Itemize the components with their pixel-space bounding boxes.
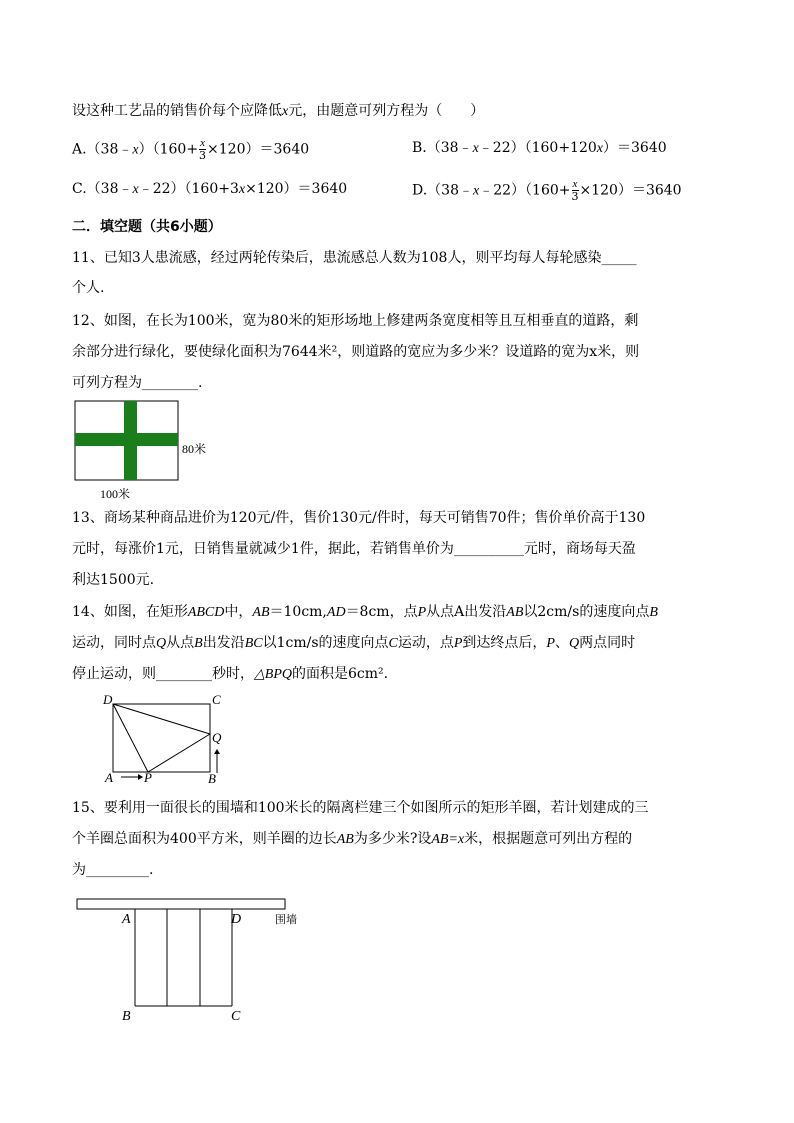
label-d: D — [103, 692, 113, 707]
section-title: 二．填空题（共6小题） — [72, 219, 222, 235]
width-label: 100米 — [100, 487, 131, 501]
q15-line1: 15、要利用一面很长的围墙和100米长的隔离栏建三个如图所示的矩形羊圈，若计划建成的三 — [72, 800, 649, 816]
q12-line2: 余部分进行绿化，要使绿化面积为7644米²，则道路的宽应为多少米？设道路的宽为x米，则 — [72, 344, 640, 360]
q12-field-figure — [70, 398, 220, 503]
q13-line3: 利达1500元. — [72, 572, 155, 588]
q15-line3: 为_________. — [72, 862, 154, 878]
label-p: P — [144, 770, 152, 785]
q11-line2: 个人. — [72, 280, 105, 296]
label-b: B — [208, 771, 216, 786]
q13-line2: 元时，每涨价1元，日销售量就减少1件，据此，若销售单价为__________元时，商场每天盈 — [72, 541, 636, 557]
height-label: 80米 — [182, 442, 207, 456]
q10-option-d: D.（38﹣x﹣22）（160+ $\frac{x}{3}$ ×120）＝3640 — [412, 178, 682, 203]
arrow-ap-head — [138, 774, 143, 780]
label-a: A — [122, 912, 131, 927]
rect-abcd — [113, 704, 210, 772]
wall-label: 围墙 — [275, 914, 297, 926]
q13-line1: 13、商场某种商品进价为120元/件，售价130元/件时，每天可销售70件；售价单价高于130 — [72, 510, 646, 526]
q14-line1: 14、如图，在矩形ABCD中，AB＝10cm,AD＝8cm，点P从点A出发沿AB以2cm/s的速度向点B — [72, 604, 658, 620]
label-c: C — [231, 1009, 241, 1024]
fraction-x-over-3: $\frac{x}{3}$ — [199, 137, 207, 162]
q14-rectangle-figure — [100, 690, 240, 790]
label-c: C — [212, 692, 221, 707]
q12-line3: 可列方程为________. — [72, 375, 203, 391]
q14-line3: 停止运动，则________秒时，△BPQ的面积是6cm². — [72, 666, 389, 682]
q15-pen-figure — [70, 893, 320, 1028]
q10-option-b: B.（38﹣x﹣22）（160+120x）＝3640 — [412, 140, 667, 156]
segment-dq — [113, 704, 210, 734]
fraction-x-over-3: $\frac{x}{3}$ — [571, 178, 579, 203]
label-q: Q — [212, 730, 222, 745]
vertical-road — [124, 401, 137, 480]
q11-line1: 11、已知3人患流感，经过两轮传染后，患流感总人数为108人，则平均每人每轮感染_____ — [72, 250, 637, 266]
label-d: D — [231, 912, 242, 927]
label-b: B — [122, 1009, 131, 1024]
q10-option-a: A.（38﹣x）（160+ $\frac{x}{3}$ ×120）＝3640 — [72, 137, 310, 162]
q12-line1: 12、如图，在长为100米，宽为80米的矩形场地上修建两条宽度相等且互相垂直的道路，剩 — [72, 313, 639, 329]
q10-option-c: C.（38﹣x﹣22）（160+3x×120）＝3640 — [72, 181, 348, 197]
label-a: A — [105, 770, 113, 785]
arrow-bq-head — [214, 749, 220, 754]
q15-line2: 个羊圈总面积为400平方米，则羊圈的边长AB为多少米?设AB=x米，根据题意可列出方程的 — [72, 831, 633, 847]
wall — [77, 899, 285, 909]
segment-dp — [113, 704, 148, 772]
q14-line2: 运动，同时点Q从点B出发沿BC以1cm/s的速度向点C运动，点P到达终点后，P、Q两点同时 — [72, 635, 636, 651]
q10-stem: 设这种工艺品的销售价每个应降低x元，由题意可列方程为（ ） — [72, 103, 485, 119]
segment-pq — [148, 734, 210, 772]
